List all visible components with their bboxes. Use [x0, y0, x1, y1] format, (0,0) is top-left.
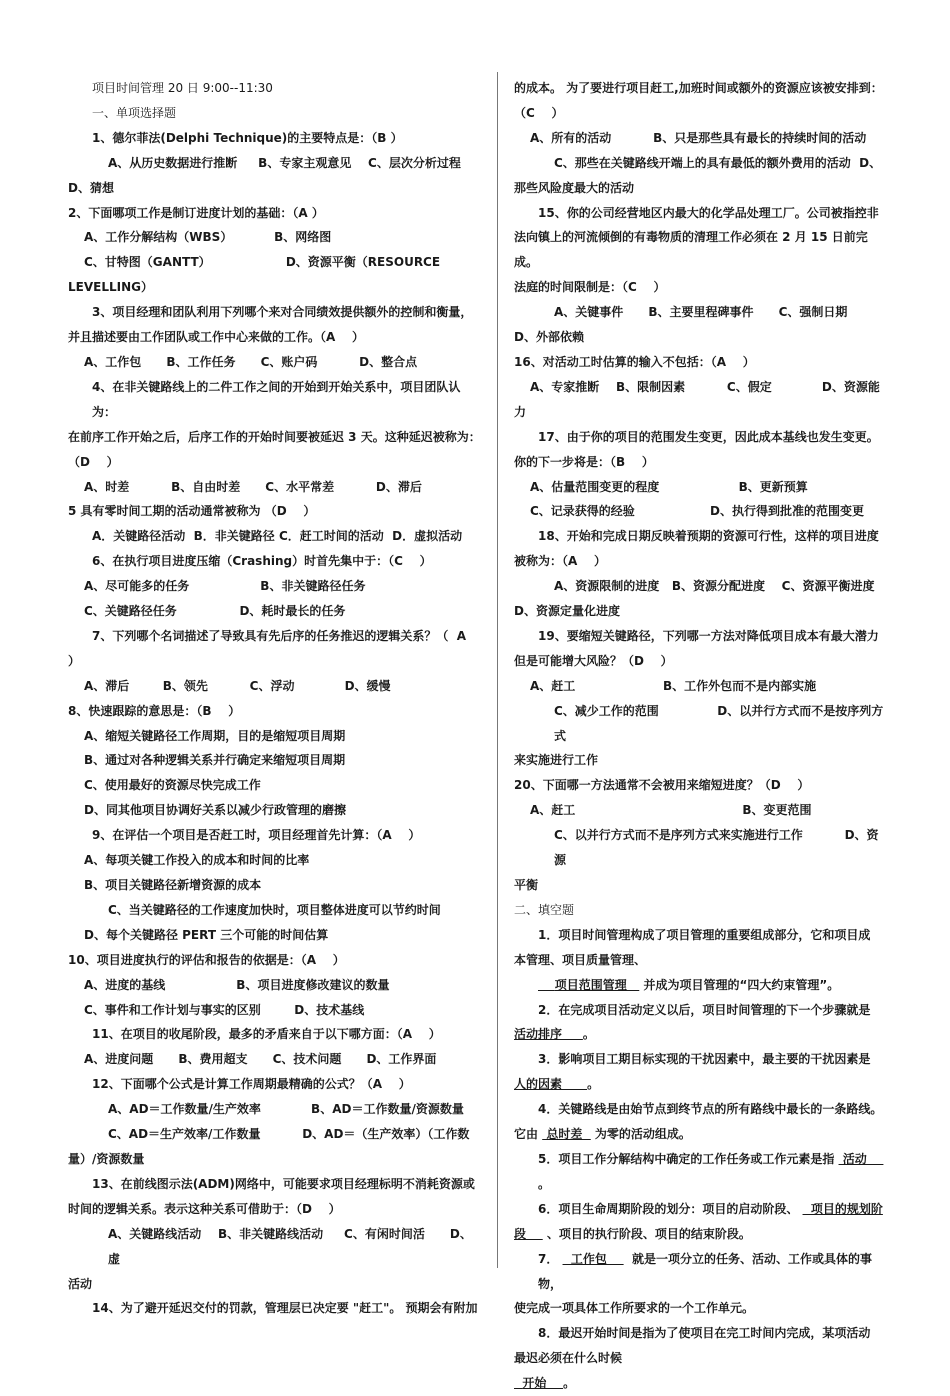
text-line: C、记录获得的经验 D、执行得到批准的范围变更	[530, 504, 864, 519]
text-line	[514, 1072, 890, 1097]
text-line: A、工作分解结构（WBS） B、网络图	[84, 230, 332, 245]
text-line: A、缩短关键路径工作周期，目的是缩短项目周期	[84, 728, 346, 743]
text-fragment: 就是一项分立的任务、活动、工作或具体的事物，	[538, 1251, 872, 1291]
text-fragment: 、项目的执行阶段、项目的结束阶段。	[542, 1226, 751, 1241]
text-line: 本管理、项目质量管理、	[514, 952, 647, 967]
text-line: 二、填空题	[514, 902, 575, 917]
text-line: C、关键路径任务 D、耗时最长的任务	[84, 604, 346, 619]
text-line: A、关键路线活动 B、非关键路线活动 C、有闲时间活 D、虚	[108, 1226, 472, 1266]
text-line: 的成本。 为了要进行项目赶工,加班时间或额外的资源应该被安排到：	[514, 81, 883, 95]
text-line: B、通过对各种逻辑关系并行确定来缩短项目周期	[84, 753, 346, 768]
text-line	[514, 1147, 890, 1197]
text-line: C、事件和工作计划与事实的区别 D、技术基线	[84, 1002, 365, 1017]
text-line: LEVELLING）	[68, 280, 153, 295]
text-line: 来实施进行工作	[514, 753, 599, 768]
text-line: 你的下一步将是：（B ）	[514, 454, 654, 469]
text-line: 在前序工作开始之后，后序工作的开始时间要被延迟 3 天。这种延迟被称为：	[68, 429, 481, 444]
text-line: 8、快速跟踪的意思是：（B ）	[68, 703, 241, 718]
text-line: 20、下面哪一方法通常不会被用来缩短进度？（D ）	[514, 778, 810, 793]
answer-blank: 项目的规划阶	[802, 1201, 883, 1216]
text-line: A、工作包 B、工作任务 C、账户码 D、整合点	[84, 354, 418, 369]
text-line: 6、在执行项目进度压缩（Crashing）时首先集中于：（C ）	[92, 554, 432, 569]
text-line: 时间的逻辑关系。表示这种关系可借助于：（D ）	[68, 1201, 341, 1216]
text-line: A、进度问题 B、费用超支 C、技术问题 D、工作界面	[84, 1052, 437, 1067]
text-fragment: 它由	[514, 1127, 543, 1142]
text-line: D、每个关键路径 PERT 三个可能的时间估算	[84, 927, 329, 942]
text-line: A、从历史数据进行推断 B、专家主观意见 C、层次分析过程	[108, 155, 461, 170]
text-line: C、以并行方式而不是序列方式来实施进行工作 D、资源	[554, 828, 879, 868]
text-line: 2．在完成项目活动定义以后，项目时间管理的下一个步骤就是	[538, 1002, 871, 1017]
text-fragment: 7．	[538, 1251, 563, 1266]
text-line	[514, 973, 890, 998]
text-line: 15、你的公司经营地区内最大的化学品处理工厂。公司被指控非	[538, 205, 879, 220]
text-line: A、AD＝工作数量/生产效率 B、AD＝工作数量/资源数量	[108, 1102, 464, 1117]
text-line: A、关键事件 B、主要里程碑事件 C、强制日期	[554, 305, 848, 320]
text-line: 一、单项选择题	[92, 105, 177, 120]
answer-blank: 活动	[838, 1151, 884, 1166]
text-line: 4、在非关键路线上的二件工作之间的开始到开始关系中，项目团队认为：	[92, 379, 461, 419]
text-line: 3、项目经理和团队利用下列哪个来对合同绩效提供额外的控制和衡量，	[92, 305, 473, 320]
text-line: 5 具有零时间工期的活动通常被称为 （D ）	[68, 504, 316, 519]
text-line: 使完成一项具体工作所要求的一个工作单元。	[514, 1301, 755, 1316]
text-fragment: 。	[582, 1027, 595, 1042]
text-line: 7、下列哪个名词描述了导致具有先后序的任务推迟的逻辑关系？（ A	[92, 628, 466, 643]
text-line: 4．关键路线是由始节点到终节点的所有路线中最长的一条路线。	[538, 1102, 883, 1117]
text-line: 平衡	[514, 878, 539, 892]
text-line: 但是可能增大风险？（D ）	[514, 653, 673, 668]
text-fragment: 。	[563, 1376, 576, 1391]
text-line	[514, 1122, 890, 1147]
text-line: 被称为：（A ）	[514, 554, 606, 569]
text-line: 17、由于你的项目的范围发生变更，因此成本基线也发生变更。	[538, 429, 879, 444]
text-line: A．关键路径活动 B．非关键路径 C．赶工时间的活动 D．虚拟活动	[92, 529, 463, 544]
text-line: 最迟必须在什么时候	[514, 1351, 623, 1366]
text-line: A、滞后 B、领先 C、浮动 D、缓慢	[84, 678, 391, 693]
text-line: 1．项目时间管理构成了项目管理的重要组成部分，它和项目成	[538, 927, 871, 942]
text-line: B、项目关键路径新增资源的成本	[84, 878, 262, 892]
text-line	[514, 1197, 890, 1222]
text-line: 那些风险度最大的活动	[514, 180, 635, 195]
text-line: D、猜想	[68, 180, 114, 195]
answer-blank: 总时差	[542, 1127, 591, 1142]
text-line: 9、在评估一个项目是否赶工时，项目经理首先计算：（A ）	[92, 828, 421, 843]
text-line: A、专家推断 B、限制因素 C、假定 D、资源能	[530, 379, 880, 394]
text-line: 3．影响项目工期目标实现的干扰因素中，最主要的干扰因素是	[538, 1052, 871, 1067]
text-line: A、估量范围变更的程度 B、更新预算	[530, 479, 808, 494]
text-line: D、同其他项目协调好关系以减少行政管理的磨擦	[84, 803, 346, 818]
answer-blank: 段	[514, 1226, 543, 1241]
text-line: A、资源限制的进度 B、资源分配进度 C、资源平衡进度	[554, 579, 875, 594]
text-fragment: 。	[587, 1077, 600, 1092]
text-fragment: 5．项目工作分解结构中确定的工作任务或工作元素是指	[538, 1151, 839, 1166]
text-line: A、尽可能多的任务 B、非关键路径任务	[84, 579, 366, 594]
text-line: A、每项关键工作投入的成本和时间的比率	[84, 853, 310, 868]
text-line: （D ）	[68, 454, 119, 469]
text-line: A、赶工 B、变更范围	[530, 803, 812, 818]
text-line: 法向镇上的河流倾倒的有毒物质的清理工作必须在 2 月 15 日前完成。	[514, 230, 868, 270]
text-line: 量）/资源数量	[68, 1151, 145, 1166]
text-fragment: 并成为项目管理的“四大约束管理”。	[639, 977, 840, 992]
answer-blank: 项目范围管理	[538, 977, 640, 992]
text-line: 14、为了避开延迟交付的罚款，管理层已决定要 "赶工"。 预期会有附加	[92, 1301, 478, 1316]
left-column	[68, 76, 482, 1321]
text-line: 法庭的时间限制是：（C ）	[514, 280, 666, 295]
text-fragment: 。	[538, 1176, 551, 1191]
text-line: A、所有的活动 B、只是那些具有最长的持续时间的活动	[530, 130, 867, 145]
text-line: 18、开始和完成日期反映着预期的资源可行性，这样的项目进度	[538, 529, 879, 544]
text-fragment: 6．项目生命周期阶段的划分：项目的启动阶段、	[538, 1201, 803, 1216]
text-line: 并且描述要由工作团队或工作中心来做的工作。（A ）	[68, 330, 365, 345]
text-line: 19、要缩短关键路径，下列哪一方法对降低项目成本有最大潜力	[538, 628, 879, 643]
text-line: 12、下面哪个公式是计算工作周期最精确的公式？（A ）	[92, 1077, 411, 1092]
right-column	[514, 76, 890, 1396]
text-line: ）	[68, 653, 81, 668]
text-line: A、进度的基线 B、项目进度修改建议的数量	[84, 977, 390, 992]
answer-blank: 开始	[514, 1376, 564, 1391]
text-line: 1、德尔菲法(Delphi Technique)的主要特点是：（B ）	[92, 130, 403, 145]
text-line: 活动	[68, 1276, 93, 1291]
text-line: A、赶工 B、工作外包而不是内部实施	[530, 678, 817, 693]
answer-blank: 工作包	[562, 1251, 624, 1266]
answer-blank: 活动排序	[514, 1027, 583, 1042]
text-line: D、资源定量化进度	[514, 604, 620, 619]
text-line	[514, 1022, 890, 1047]
text-line: （C ）	[514, 105, 564, 120]
text-line: 2、下面哪项工作是制订进度计划的基础：（A ）	[68, 205, 324, 220]
text-line: A、时差 B、自由时差 C、水平常差 D、滞后	[84, 479, 422, 494]
text-line: 力	[514, 404, 527, 419]
answer-blank: 人的因素	[514, 1077, 588, 1092]
text-line: D、外部依赖	[514, 330, 584, 345]
text-line: C、减少工作的范围 D、以并行方式而不是按序列方式	[554, 703, 884, 743]
text-line	[514, 1371, 890, 1396]
text-line: 项目时间管理 20 日 9:00--11:30	[92, 81, 273, 95]
text-fragment: 为零的活动组成。	[590, 1127, 691, 1142]
column-divider	[497, 72, 498, 1268]
text-line: 10、项目进度执行的评估和报告的依据是：（A ）	[68, 952, 345, 967]
text-line: 16、对活动工时估算的输入不包括：（A ）	[514, 354, 755, 369]
text-line: C、AD＝生产效率/工作数量 D、AD＝（生产效率）（工作数	[108, 1127, 470, 1142]
text-line: 8．最迟开始时间是指为了使项目在完工时间内完成，某项活动	[538, 1326, 871, 1341]
text-line: 13、在前线图示法(ADM)网络中，可能要求项目经理标明不消耗资源或	[92, 1176, 475, 1191]
text-line	[514, 1247, 890, 1297]
text-line: C、当关键路径的工作速度加快时，项目整体进度可以节约时间	[108, 902, 441, 917]
text-line	[514, 1222, 890, 1247]
text-line: C、甘特图（GANTT） D、资源平衡（RESOURCE	[84, 255, 441, 270]
text-line: C、那些在关键路线开端上的具有最低的额外费用的活动 D、	[554, 155, 882, 170]
text-line: 11、在项目的收尾阶段，最多的矛盾来自于以下哪方面：（A ）	[92, 1027, 441, 1042]
text-line: C、使用最好的资源尽快完成工作	[84, 778, 261, 793]
